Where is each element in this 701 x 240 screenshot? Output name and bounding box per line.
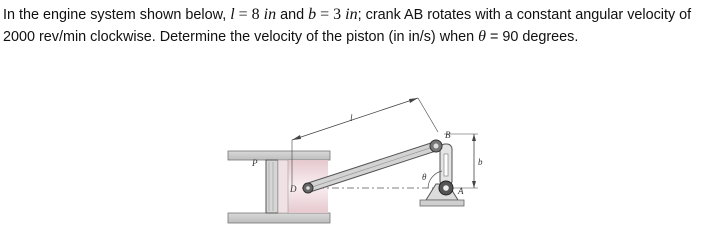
label-l: l	[350, 113, 353, 123]
problem-text-main: ; crank AB rotates with a constant angular velocity of 2000 rev/min clockwise. Determine the velocity of the piston (in in/s) when	[3, 7, 692, 45]
cylinder-bottom-wall	[228, 213, 330, 223]
problem-text-intro: In the engine system shown below,	[3, 7, 231, 23]
label-d: D	[290, 184, 297, 194]
label-b-pin: B	[445, 130, 451, 140]
problem-statement	[3, 4, 699, 48]
dimension-l-line	[292, 98, 418, 140]
label-theta: θ	[422, 172, 427, 182]
problem-text-and: and	[276, 7, 309, 23]
label-a: A	[458, 186, 464, 196]
math-unit-in-2: in	[345, 6, 358, 23]
math-l-value: = 8	[234, 6, 264, 23]
slider-crank-diagram	[222, 88, 502, 230]
label-b-dim: b	[478, 157, 483, 167]
problem-text-end: = 90 degrees.	[485, 29, 579, 45]
math-unit-in: in	[263, 6, 277, 23]
piston	[266, 160, 278, 213]
math-l: l	[230, 6, 235, 23]
cylinder-top-wall	[228, 151, 330, 160]
math-b-value: = 3	[316, 6, 346, 23]
engine-figure	[222, 88, 502, 230]
math-b: b	[308, 6, 317, 23]
label-p: P	[252, 158, 258, 168]
math-theta: θ	[478, 28, 486, 45]
